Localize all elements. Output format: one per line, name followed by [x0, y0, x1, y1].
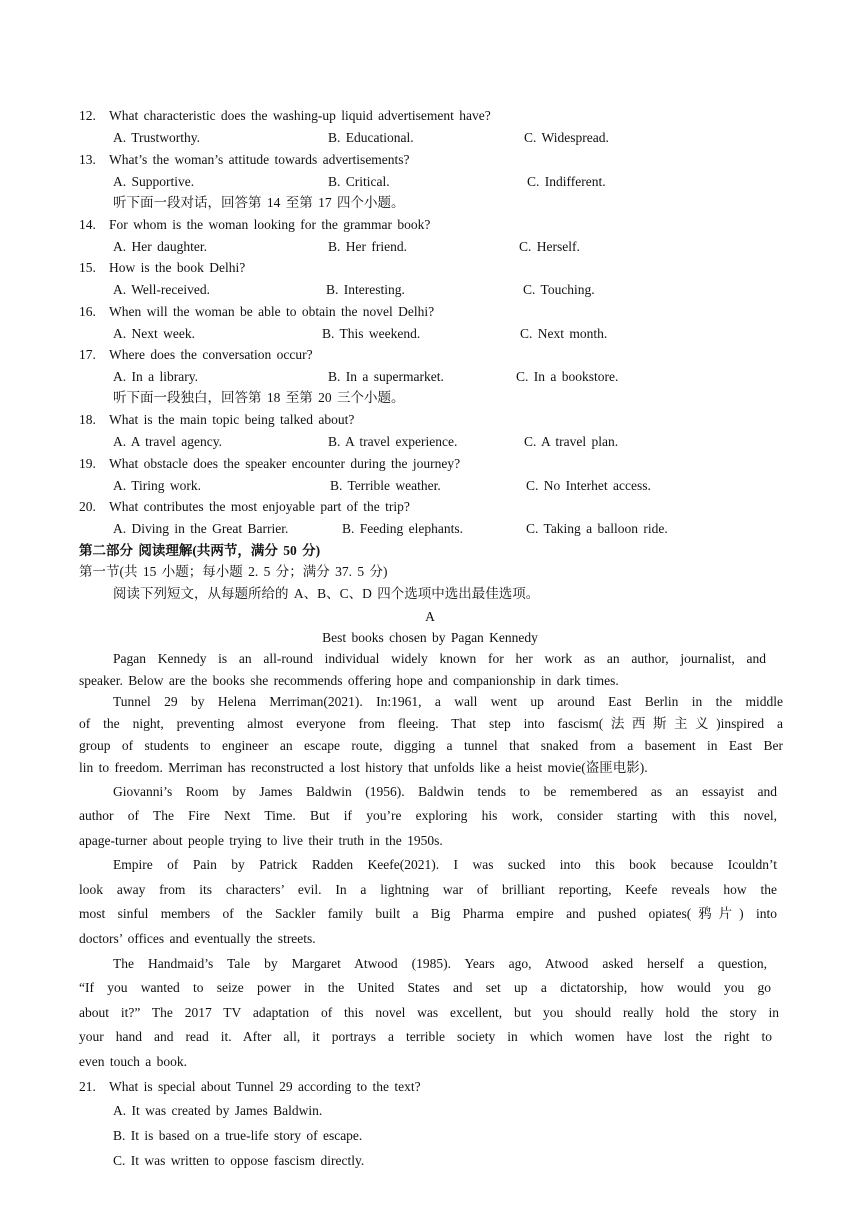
option-a: A. It was created by James Baldwin.: [113, 1103, 323, 1118]
question-stem: What is special about Tunnel 29 according to the text?: [109, 1079, 421, 1094]
option-a: A. Her daughter.: [113, 239, 207, 254]
paragraph-line: even touch a book.: [79, 1054, 187, 1069]
option-a: A. Diving in the Great Barrier.: [113, 521, 289, 536]
question-number: 13.: [79, 152, 96, 167]
question-number: 16.: [79, 304, 96, 319]
paragraph-line: The Handmaid’s Tale by Margaret Atwood (1985). Years ago, Atwood asked herself a question,: [113, 956, 767, 971]
paragraph-line: “If you wanted to seize power in the United States and set up a dictatorship, how would you go: [79, 980, 771, 995]
question-stem: What characteristic does the washing-up liquid advertisement have?: [109, 108, 491, 123]
paragraph-line: about it?” The 2017 TV adaptation of this novel was excellent, but you should really hold the story in: [79, 1005, 779, 1020]
option-c: C. Touching.: [523, 282, 595, 297]
paragraph-line: of the night, preventing almost everyone from fleeing. That step into fascism(法西斯主义)inspired a: [79, 716, 783, 731]
option-b: B. Critical.: [328, 174, 390, 189]
paragraph-line: look away from its characters’ evil. In a lightning war of brilliant reporting, Keefe reveals how the: [79, 882, 777, 897]
option-b: B. A travel experience.: [328, 434, 458, 449]
question-stem: When will the woman be able to obtain the novel Delhi?: [109, 304, 435, 319]
part-title: 第二部分 阅读理解(共两节，满分 50 分): [79, 543, 321, 558]
paragraph-line: apage-turner about people trying to live their truth in the 1950s.: [79, 833, 443, 848]
section-title: 第一节(共 15 小题；每小题 2. 5 分；满分 37. 5 分): [79, 564, 388, 579]
option-b: B. Interesting.: [326, 282, 405, 297]
question-number: 20.: [79, 499, 96, 514]
question-number: 18.: [79, 412, 96, 427]
passage-letter: A: [425, 609, 435, 624]
option-a: A. Trustworthy.: [113, 130, 201, 145]
paragraph-line: doctors’ offices and eventually the streets.: [79, 931, 316, 946]
option-c: C. Next month.: [520, 326, 608, 341]
directions-14-17: 听下面一段对话，回答第 14 至第 17 四个小题。: [113, 195, 405, 210]
question-number: 14.: [79, 217, 96, 232]
option-b: B. Educational.: [328, 130, 414, 145]
question-number: 19.: [79, 456, 96, 471]
option-b: B. Her friend.: [328, 239, 407, 254]
paragraph-line: lin to freedom. Merriman has reconstructed a lost history that unfolds like a heist movie(盗匪电影).: [79, 760, 648, 775]
option-c: C. In a bookstore.: [516, 369, 619, 384]
question-stem: What is the main topic being talked about?: [109, 412, 355, 427]
paragraph-line: most sinful members of the Sackler family built a Big Pharma empire and pushed opiates(鸦片) into: [79, 906, 777, 921]
option-a: A. A travel agency.: [113, 434, 222, 449]
question-stem: What contributes the most enjoyable part of the trip?: [109, 499, 410, 514]
option-b: B. Feeding elephants.: [342, 521, 463, 536]
question-number: 15.: [79, 260, 96, 275]
option-c: C. Taking a balloon ride.: [526, 521, 668, 536]
option-c: C. Widespread.: [524, 130, 609, 145]
paragraph-line: Tunnel 29 by Helena Merriman(2021). In:1961, a wall went up around East Berlin in the middle: [113, 694, 783, 709]
question-stem: What obstacle does the speaker encounter during the journey?: [109, 456, 461, 471]
option-c: C. It was written to oppose fascism directly.: [113, 1153, 365, 1168]
option-c: C. No Interhet access.: [526, 478, 651, 493]
question-stem: How is the book Delhi?: [109, 260, 246, 275]
option-a: A. Well-received.: [113, 282, 210, 297]
paragraph-line: Pagan Kennedy is an all-round individual widely known for her work as an author, journalist, and: [113, 651, 766, 666]
option-a: A. Tiring work.: [113, 478, 202, 493]
paragraph-line: author of The Fire Next Time. But if you’re exploring his work, consider starting with this novel,: [79, 808, 777, 823]
paragraph-line: Empire of Pain by Patrick Radden Keefe(2021). I was sucked into this book because Icouldn’t: [113, 857, 777, 872]
paragraph-line: group of students to engineer an escape route, digging a tunnel that snaked from a basement in East Ber: [79, 738, 783, 753]
question-stem: For whom is the woman looking for the grammar book?: [109, 217, 431, 232]
option-c: C. Indifferent.: [527, 174, 606, 189]
option-a: A. Next week.: [113, 326, 195, 341]
question-number: 21.: [79, 1079, 96, 1094]
question-number: 12.: [79, 108, 96, 123]
instruction: 阅读下列短文，从每题所给的 A、B、C、D 四个选项中选出最佳选项。: [113, 586, 540, 601]
option-b: B. Terrible weather.: [330, 478, 441, 493]
option-a: A. Supportive.: [113, 174, 195, 189]
paragraph-line: Giovanni’s Room by James Baldwin (1956). Baldwin tends to be remembered as an essayist and: [113, 784, 777, 799]
option-c: C. Herself.: [519, 239, 580, 254]
option-b: B. In a supermarket.: [328, 369, 444, 384]
paragraph-line: speaker. Below are the books she recommends offering hope and companionship in dark times.: [79, 673, 619, 688]
paragraph-line: your hand and read it. After all, it portrays a terrible society in which women have lost the right to: [79, 1029, 772, 1044]
passage-title: Best books chosen by Pagan Kennedy: [322, 630, 538, 645]
directions-18-20: 听下面一段独白，回答第 18 至第 20 三个小题。: [113, 390, 405, 405]
question-stem: Where does the conversation occur?: [109, 347, 313, 362]
question-stem: What’s the woman’s attitude towards advertisements?: [109, 152, 410, 167]
option-b: B. This weekend.: [322, 326, 421, 341]
option-c: C. A travel plan.: [524, 434, 619, 449]
question-number: 17.: [79, 347, 96, 362]
option-a: A. In a library.: [113, 369, 198, 384]
option-b: B. It is based on a true-life story of escape.: [113, 1128, 363, 1143]
